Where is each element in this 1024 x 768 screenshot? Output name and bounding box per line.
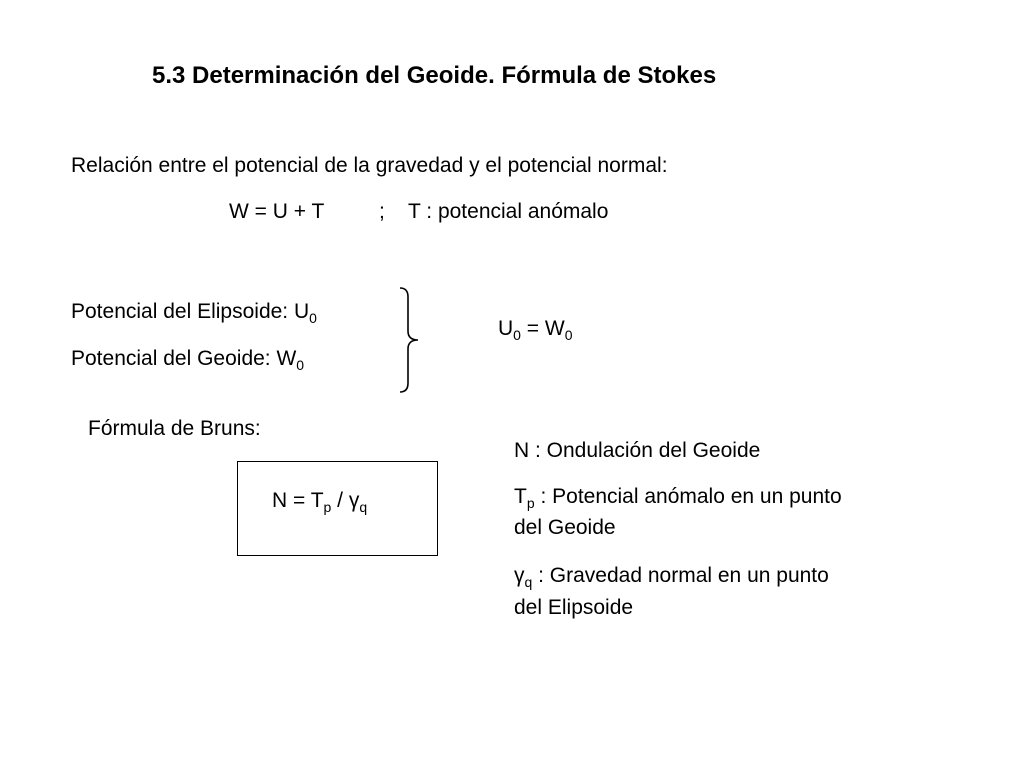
ellipsoid-potential-sub: 0 — [309, 310, 317, 326]
geoid-potential-sub: 0 — [296, 357, 305, 373]
equality-eq: = W — [520, 317, 565, 340]
geoid-potential — [71, 347, 305, 373]
equality-w-sub: 0 — [564, 327, 573, 343]
relation-equation: W = U + T — [229, 200, 325, 223]
ellipsoid-potential — [71, 300, 317, 326]
page-title: 5.3 Determinación del Geoide. Fórmula de Stokes — [152, 62, 717, 89]
equality-u0-w0 — [498, 317, 573, 343]
bruns-formula-lhs: N = T — [272, 489, 324, 512]
bruns-formula-tp-sub: p — [323, 499, 332, 515]
tp-symbol: T — [514, 485, 527, 508]
bruns-formula-gamma-sub: q — [359, 499, 368, 515]
tp-symbol-sub: p — [526, 495, 535, 511]
tp-definition-line1 — [514, 485, 842, 511]
gamma-symbol: γ — [514, 564, 525, 587]
equality-u-sub: 0 — [513, 327, 521, 343]
gamma-text: : Gravedad normal en un punto — [532, 564, 829, 587]
gamma-definition-line2: del Elipsoide — [514, 596, 634, 619]
n-definition: N : Ondulación del Geoide — [514, 439, 761, 462]
tp-text: : Potencial anómalo en un punto — [534, 485, 842, 508]
geoid-potential-label: Potencial del Geoide: W — [71, 347, 297, 370]
equality-u: U — [498, 317, 514, 340]
right-brace-icon — [394, 287, 420, 393]
bruns-formula — [272, 489, 368, 515]
gamma-symbol-sub: q — [524, 574, 533, 590]
relation-intro: Relación entre el potencial de la gravedad y el potencial normal: — [71, 154, 668, 177]
gamma-definition-line1 — [514, 564, 829, 590]
tp-definition-line2: del Geoide — [514, 516, 616, 539]
bruns-label: Fórmula de Bruns: — [88, 417, 261, 440]
relation-separator: ; — [379, 200, 385, 223]
ellipsoid-potential-label: Potencial del Elipsoide: U — [71, 300, 310, 323]
bruns-formula-div: / γ — [331, 489, 360, 512]
t-definition: T : potencial anómalo — [408, 200, 609, 223]
